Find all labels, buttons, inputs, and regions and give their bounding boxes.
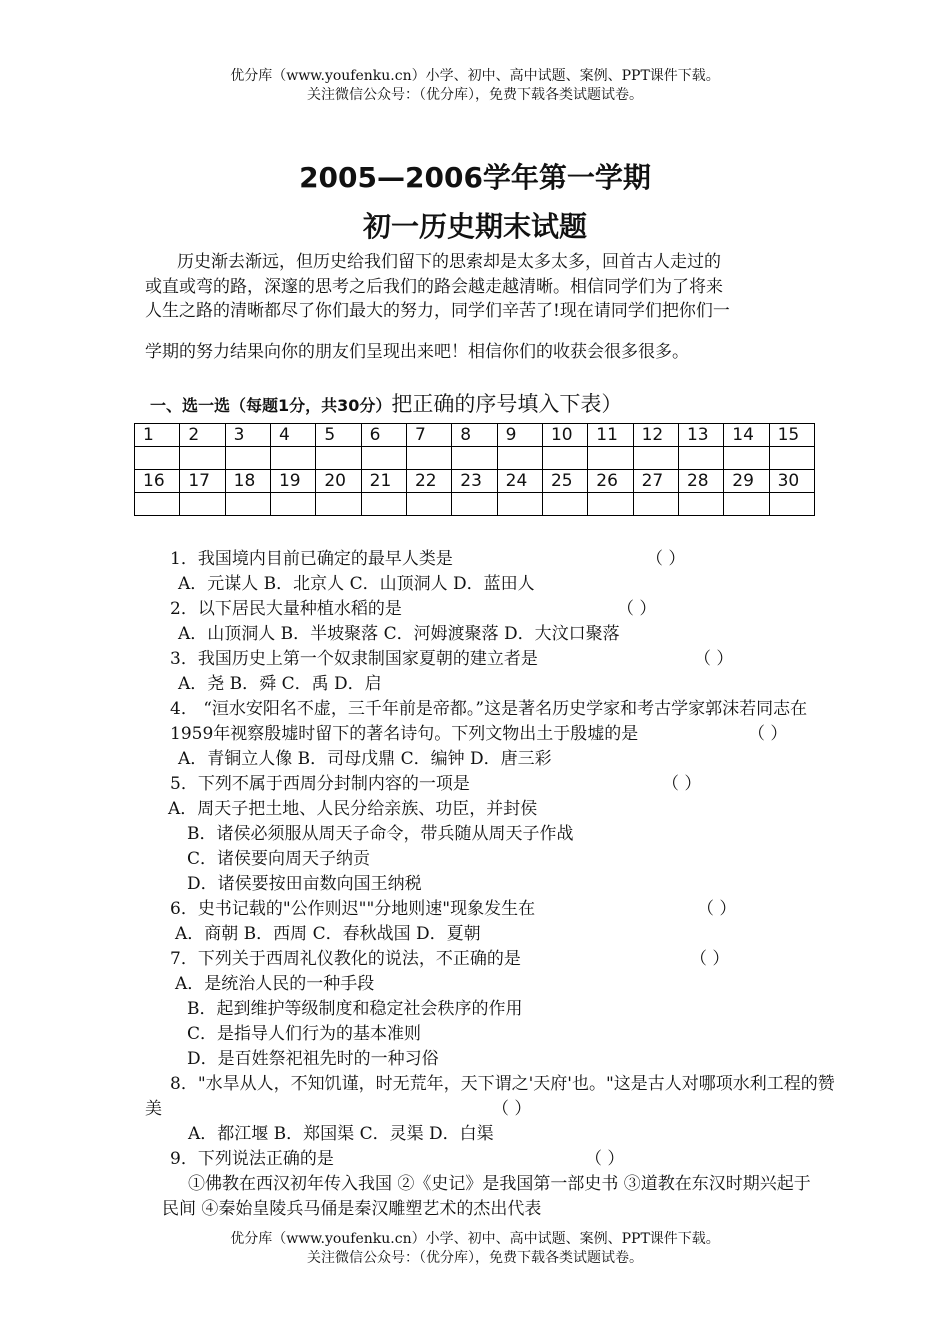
answer-blank-cell[interactable] — [497, 447, 542, 470]
answer-number-cell: 11 — [588, 424, 633, 447]
question-7-option-d: D．是百姓祭祀祖先时的一种习俗 — [187, 1049, 439, 1069]
answer-blank-cell[interactable] — [135, 493, 180, 516]
question-7-option-a: A．是统治人民的一种手段 — [175, 974, 375, 994]
answer-bracket: （ ） — [585, 1149, 625, 1169]
question-8: 8．"水旱从人，不知饥谨，时无荒年，天下谓之'天府'也。"这是古人对哪项水利工程的赞 — [170, 1074, 835, 1094]
question-1-options: A．元谋人 B．北京人 C．山顶洞人 D．蓝田人 — [178, 574, 535, 594]
answer-bracket: （ ） — [617, 599, 657, 619]
question-3-options: A．尧 B．舜 C．禹 D．启 — [178, 674, 382, 694]
answer-blank-cell[interactable] — [678, 447, 723, 470]
answer-number-row-1 — [135, 424, 815, 447]
answer-number-cell: 29 — [724, 470, 769, 493]
question-9-statements: ①佛教在西汉初年传入我国 ②《史记》是我国第一部史书 ③道教在东汉时期兴起于 — [188, 1174, 811, 1194]
question-9: 9．下列说法正确的是 — [170, 1149, 334, 1169]
section-heading — [150, 388, 622, 418]
answer-blank-cell[interactable] — [769, 447, 814, 470]
answer-blank-cell[interactable] — [316, 493, 361, 516]
answer-number-cell: 6 — [361, 424, 406, 447]
question-8-cont: 美 — [145, 1099, 162, 1119]
answer-bracket: （ ） — [748, 724, 788, 744]
answer-number-cell: 4 — [270, 424, 315, 447]
answer-blank-cell[interactable] — [724, 493, 769, 516]
answer-number-cell: 2 — [180, 424, 225, 447]
answer-blank-cell[interactable] — [406, 493, 451, 516]
question-6-options: A．商朝 B．西周 C．春秋战国 D．夏朝 — [175, 924, 481, 944]
answer-blank-cell[interactable] — [406, 447, 451, 470]
question-7: 7．下列关于西周礼仪教化的说法，不正确的是 — [170, 949, 521, 969]
answer-number-cell: 22 — [406, 470, 451, 493]
answer-blank-row-1 — [135, 447, 815, 470]
answer-blank-cell[interactable] — [361, 493, 406, 516]
answer-blank-cell[interactable] — [769, 493, 814, 516]
answer-blank-cell[interactable] — [180, 447, 225, 470]
question-4: 4． “洹水安阳名不虚，三千年前是帝都。”这是著名历史学家和考古学家郭沫若同志在 — [170, 699, 808, 719]
question-1: 1．我国境内目前已确定的最早人类是 — [170, 549, 453, 569]
answer-blank-cell[interactable] — [225, 447, 270, 470]
answer-blank-cell[interactable] — [316, 447, 361, 470]
question-5-option-a: A．周天子把土地、人民分给亲族、功臣，并封侯 — [168, 799, 538, 819]
answer-bracket: （ ） — [697, 899, 737, 919]
section-title: 一、选一选（每题1分，共30分） — [150, 396, 392, 415]
intro-line-4: 学期的努力结果向你的朋友们呈现出来吧！相信你们的收获会很多很多。 — [145, 342, 689, 362]
answer-number-cell: 14 — [724, 424, 769, 447]
answer-bracket: （ ） — [646, 549, 686, 569]
question-6: 6．史书记载的"公作则迟""分地则速"现象发生在 — [170, 899, 536, 919]
answer-number-cell: 1 — [135, 424, 180, 447]
intro-line-2: 或直或弯的路，深邃的思考之后我们的路会越走越清晰。相信同学们为了将来 — [145, 277, 723, 297]
answer-number-cell: 27 — [633, 470, 678, 493]
answer-blank-cell[interactable] — [452, 493, 497, 516]
answer-blank-cell[interactable] — [588, 447, 633, 470]
answer-blank-cell[interactable] — [542, 493, 587, 516]
answer-blank-cell[interactable] — [678, 493, 723, 516]
answer-bracket: （ ） — [690, 949, 730, 969]
intro-line-3: 人生之路的清晰都尽了你们最大的努力，同学们辛苦了!现在请同学们把你们一 — [145, 301, 730, 321]
answer-blank-cell[interactable] — [361, 447, 406, 470]
footer-line-1: 优分库（www.youfenku.cn）小学、初中、高中试题、案例、PPT课件下载。 — [230, 1231, 720, 1247]
question-2-options: A．山顶洞人 B．半坡聚落 C．河姆渡聚落 D．大汶口聚落 — [178, 624, 620, 644]
page-subtitle: 初一历史期末试题 — [362, 210, 587, 243]
answer-number-cell: 5 — [316, 424, 361, 447]
answer-number-cell: 28 — [678, 470, 723, 493]
answer-number-cell: 26 — [588, 470, 633, 493]
answer-blank-cell[interactable] — [452, 447, 497, 470]
answer-bracket: （ ） — [694, 649, 734, 669]
answer-number-cell: 25 — [542, 470, 587, 493]
answer-table — [134, 423, 815, 516]
answer-blank-cell[interactable] — [497, 493, 542, 516]
answer-number-cell: 15 — [769, 424, 814, 447]
question-7-option-c: C．是指导人们行为的基本准则 — [187, 1024, 422, 1044]
header-line-2: 关注微信公众号：（优分库），免费下载各类试题试卷。 — [307, 87, 643, 103]
answer-number-cell: 20 — [316, 470, 361, 493]
answer-number-cell: 10 — [542, 424, 587, 447]
question-7-option-b: B．起到维护等级制度和稳定社会秩序的作用 — [187, 999, 523, 1019]
intro-line-1: 历史渐去渐远，但历史给我们留下的思索却是太多太多，回首古人走过的 — [177, 252, 721, 272]
answer-bracket: （ ） — [662, 774, 702, 794]
answer-number-cell: 17 — [180, 470, 225, 493]
answer-blank-cell[interactable] — [724, 447, 769, 470]
answer-number-cell: 18 — [225, 470, 270, 493]
answer-number-cell: 13 — [678, 424, 723, 447]
answer-blank-cell[interactable] — [270, 447, 315, 470]
answer-blank-cell[interactable] — [588, 493, 633, 516]
answer-number-cell: 30 — [769, 470, 814, 493]
answer-number-row-2 — [135, 470, 815, 493]
answer-bracket: （ ） — [492, 1099, 532, 1119]
answer-blank-cell[interactable] — [542, 447, 587, 470]
question-2: 2．以下居民大量种植水稻的是 — [170, 599, 402, 619]
answer-number-cell: 24 — [497, 470, 542, 493]
answer-number-cell: 7 — [406, 424, 451, 447]
answer-number-cell: 12 — [633, 424, 678, 447]
header-line-1: 优分库（www.youfenku.cn）小学、初中、高中试题、案例、PPT课件下载。 — [230, 68, 720, 84]
answer-blank-cell[interactable] — [135, 447, 180, 470]
question-5-option-d: D．诸侯要按田亩数向国王纳税 — [187, 874, 422, 894]
question-5-option-b: B．诸侯必须服从周天子命令，带兵随从周天子作战 — [187, 824, 574, 844]
section-instruction: 把正确的序号填入下表） — [391, 392, 623, 416]
question-5: 5．下列不属于西周分封制内容的一项是 — [170, 774, 470, 794]
answer-number-cell: 16 — [135, 470, 180, 493]
answer-number-cell: 9 — [497, 424, 542, 447]
page-title: 2005—2006学年第一学期 — [299, 161, 651, 194]
question-3: 3．我国历史上第一个奴隶制国家夏朝的建立者是 — [170, 649, 538, 669]
answer-number-cell: 23 — [452, 470, 497, 493]
answer-number-cell: 3 — [225, 424, 270, 447]
answer-number-cell: 21 — [361, 470, 406, 493]
answer-blank-cell[interactable] — [225, 493, 270, 516]
question-4-cont: 1959年视察殷墟时留下的著名诗句。下列文物出土于殷墟的是 — [170, 724, 639, 744]
answer-number-cell: 8 — [452, 424, 497, 447]
answer-blank-row-2 — [135, 493, 815, 516]
question-5-option-c: C．诸侯要向周天子纳贡 — [187, 849, 371, 869]
answer-number-cell: 19 — [270, 470, 315, 493]
answer-blank-cell[interactable] — [633, 447, 678, 470]
answer-blank-cell[interactable] — [180, 493, 225, 516]
footer-line-2: 关注微信公众号：（优分库），免费下载各类试题试卷。 — [307, 1250, 643, 1266]
question-9-statements-cont: 民间 ④秦始皇陵兵马俑是秦汉雕塑艺术的杰出代表 — [162, 1199, 542, 1219]
answer-blank-cell[interactable] — [633, 493, 678, 516]
question-4-options: A．青铜立人像 B．司母戊鼎 C．编钟 D．唐三彩 — [178, 749, 552, 769]
answer-blank-cell[interactable] — [270, 493, 315, 516]
question-8-options: A．都江堰 B．郑国渠 C．灵渠 D．白渠 — [188, 1124, 494, 1144]
